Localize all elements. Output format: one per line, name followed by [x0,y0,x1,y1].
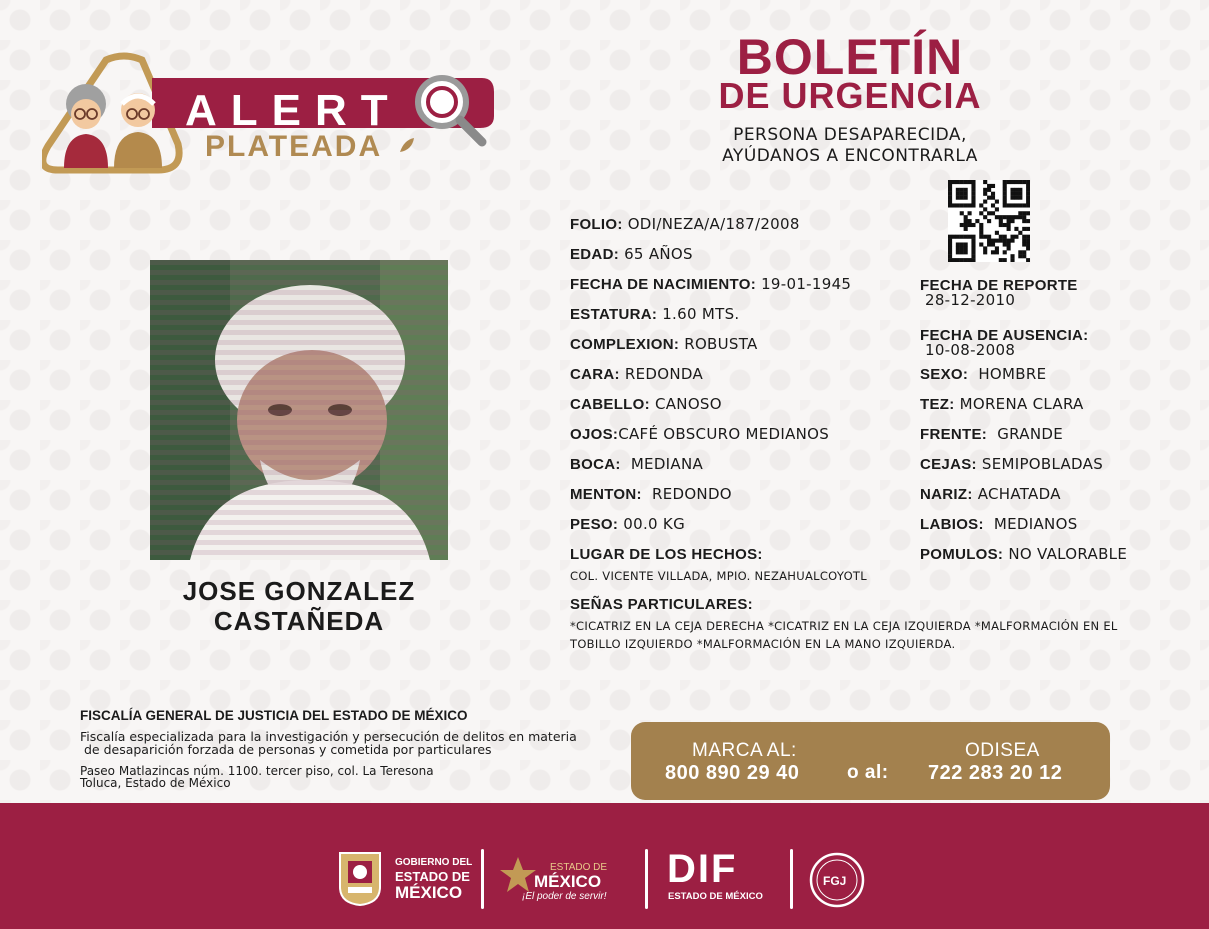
field-boca: BOCA: MEDIANA [570,455,704,473]
footer-divider [645,849,648,909]
field-ojos: OJOS:CAFÉ OBSCURO MEDIANOS [570,425,830,443]
field-tez: TEZ: MORENA CLARA [920,395,1084,413]
phone-number-1[interactable]: 800 890 29 40 [665,762,800,784]
field-menton: MENTON: REDONDO [570,485,732,503]
field-reporte-value: 28-12-2010 [925,291,1016,309]
field-lugar-label: LUGAR DE LOS HECHOS: [570,546,763,563]
field-peso: PESO: 00.0 KG [570,515,685,533]
edo-text-2: MÉXICO [534,872,602,891]
institution-title: FISCALÍA GENERAL DE JUSTICIA DEL ESTADO DE MÉXICO [80,708,468,723]
address-line1: Paseo Matlazincas núm. 1100. tercer piso, col. La Teresona [80,764,434,778]
estado-mexico-star-icon [498,855,538,895]
field-fecha-nacimiento: FECHA DE NACIMIENTO: 19-01-1945 [570,275,852,293]
field-senas-label: SEÑAS PARTICULARES: [570,596,753,613]
field-frente: FRENTE: GRANDE [920,425,1063,443]
call-or-label: o al: [847,762,889,783]
help-find-line: AYÚDANOS A ENCONTRARLA [722,146,978,166]
phone-number-2[interactable]: 722 283 20 12 [928,762,1063,784]
field-pomulos: POMULOS: NO VALORABLE [920,545,1128,563]
person-name-line2: CASTAÑEDA [213,606,385,636]
field-cara: CARA: REDONDA [570,365,704,383]
field-complexion: COMPLEXION: ROBUSTA [570,335,758,353]
institution-desc-line1: Fiscalía especializada para la investigación y persecución de delitos en materia [80,729,577,744]
field-folio: FOLIO: ODI/NEZA/A/187/2008 [570,215,800,233]
field-lugar-value: COL. VICENTE VILLADA, MPIO. NEZAHUALCOYOTL [570,569,867,583]
footer-divider [481,849,484,909]
field-sexo: SEXO: HOMBRE [920,365,1047,383]
gob-text-1: GOBIERNO DEL [395,857,473,868]
field-ausencia-label: FECHA DE AUSENCIA: [920,327,1089,344]
alerta-word: ALERT [185,86,402,135]
field-estatura: ESTATURA: 1.60 MTS. [570,305,740,323]
institution-desc-line2: de desaparición forzada de personas y cometida por particulares [80,742,492,757]
edo-text-1: ESTADO DE [550,862,608,873]
qr-code-icon [948,180,1030,262]
coat-of-arms-icon [334,847,386,907]
field-senas-line2: TOBILLO IZQUIERDO *MALFORMACIÓN EN LA MANO IZQUIERDA. [570,637,956,651]
missing-person-line: PERSONA DESAPARECIDA, [733,125,967,145]
bulletin-title: BOLETÍN [736,29,964,85]
call-label-2: ODISEA [965,740,1040,761]
dif-logo: DIF [667,847,738,891]
gob-text-3: MÉXICO [395,883,463,902]
edo-slogan: ¡El poder de servir! [522,891,607,902]
person-photo [150,260,448,560]
field-labios: LABIOS: MEDIANOS [920,515,1078,533]
field-senas-line1: *CICATRIZ EN LA CEJA DERECHA *CICATRIZ EN LA CEJA IZQUIERDA *MALFORMACIÓN EN EL [570,619,1118,633]
field-cejas: CEJAS: SEMIPOBLADAS [920,455,1104,473]
person-name-line1: JOSE GONZALEZ [182,576,416,606]
field-ausencia-value: 10-08-2008 [925,341,1016,359]
footer-bar [0,803,1209,929]
field-reporte-label: FECHA DE REPORTE [920,277,1078,294]
call-box [631,722,1110,800]
footer-divider [790,849,793,909]
gob-text-2: ESTADO DE [395,869,470,884]
field-nariz: NARIZ: ACHATADA [920,485,1061,503]
call-label-1: MARCA AL: [692,740,797,761]
address-line2: Toluca, Estado de México [80,776,231,790]
field-edad: EDAD: 65 AÑOS [570,245,693,263]
dif-subtitle: ESTADO DE MÉXICO [668,891,763,902]
bulletin-subtitle: DE URGENCIA [718,75,982,116]
fgj-text: FGJ [823,874,847,888]
plateada-word: PLATEADA [205,130,383,163]
field-cabello: CABELLO: CANOSO [570,395,722,413]
